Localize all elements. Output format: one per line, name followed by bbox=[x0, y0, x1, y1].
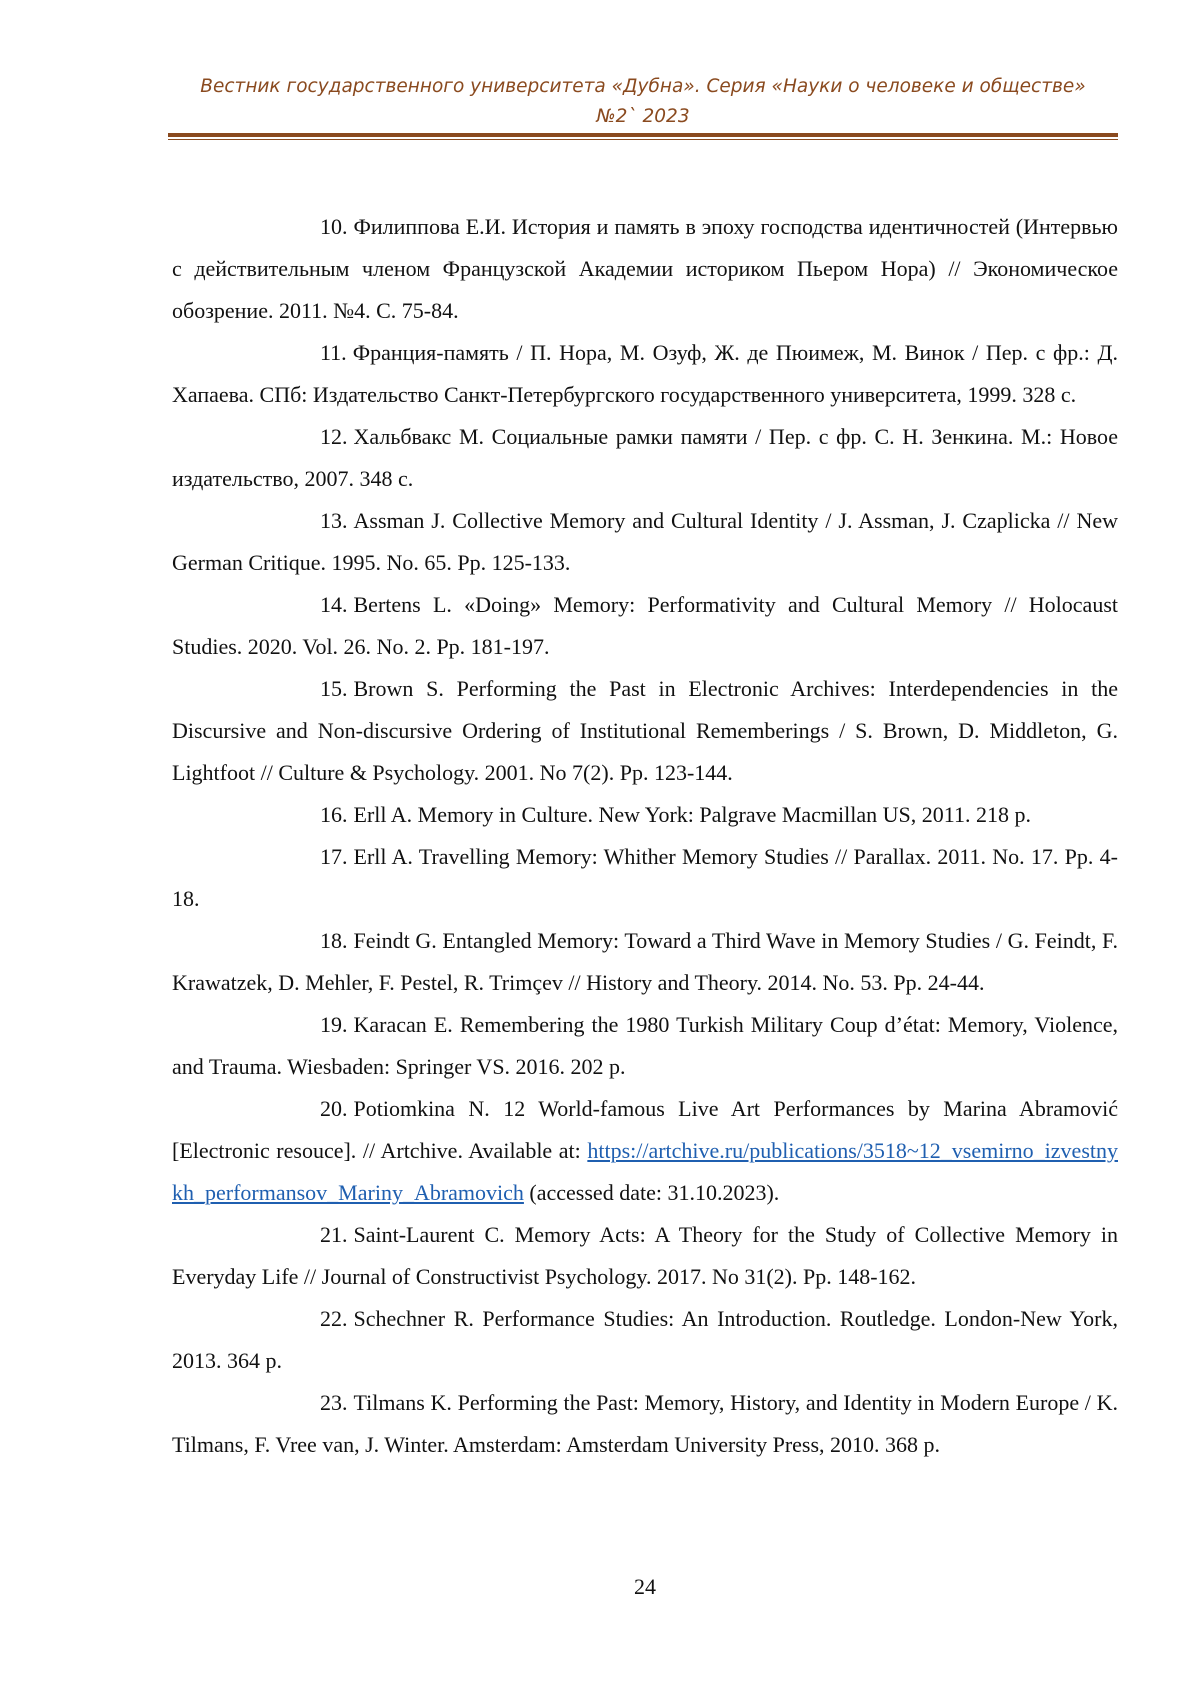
reference-text: Feindt G. Entangled Memory: Toward a Third Wave in Memory Studies / G. Feindt, F. Krawatzek, D. Mehler, F. Pestel, R. Trimçev // History and Theory. 2014. No. 53. Pp. 24-44. bbox=[172, 928, 1118, 995]
reference-item bbox=[172, 206, 1118, 332]
reference-number: 11. bbox=[320, 340, 347, 365]
reference-number: 20. bbox=[320, 1096, 348, 1121]
reference-item bbox=[172, 1214, 1118, 1298]
reference-item bbox=[172, 920, 1118, 1004]
reference-item bbox=[172, 416, 1118, 500]
reference-number: 14. bbox=[320, 592, 348, 617]
reference-item bbox=[172, 332, 1118, 416]
running-header bbox=[168, 72, 1118, 132]
reference-item bbox=[172, 836, 1118, 920]
journal-title: Вестник государственного университета «Дубна». Серия «Науки о человеке и обществе» bbox=[200, 76, 1086, 97]
reference-text: Saint-Laurent C. Memory Acts: A Theory for the Study of Collective Memory in Everyday Life // Journal of Constructivist Psychology. 2017. No 31(2). Pp. 148-162. bbox=[172, 1222, 1118, 1289]
reference-number: 16. bbox=[320, 802, 348, 827]
reference-number: 21. bbox=[320, 1222, 348, 1247]
reference-text: Assman J. Collective Memory and Cultural Identity / J. Assman, J. Czaplicka // New German Critique. 1995. No. 65. Pp. 125-133. bbox=[172, 508, 1118, 575]
reference-number: 18. bbox=[320, 928, 348, 953]
reference-item bbox=[172, 1298, 1118, 1382]
reference-item bbox=[172, 584, 1118, 668]
page-number: 24 bbox=[634, 1574, 656, 1599]
header-rule-thin bbox=[168, 139, 1118, 140]
reference-item bbox=[172, 794, 1118, 836]
reference-number: 10. bbox=[320, 214, 348, 239]
reference-text: Brown S. Performing the Past in Electronic Archives: Interdependencies in the Discursive and Non-discursive Ordering of Institutional Rememberings / S. Brown, D. Middleton, G. Lightfoot // Culture & Psychology. 2001. No 7(2). Pp. 123-144. bbox=[172, 676, 1118, 785]
reference-item bbox=[172, 1088, 1118, 1214]
reference-text: Франция-память / П. Нора, М. Озуф, Ж. де Пюимеж, М. Винок / Пер. с фр.: Д. Хапаева. СПб: Издательство Санкт-Петербургского государственного университета, 1999. 328 с. bbox=[172, 340, 1118, 407]
reference-number: 15. bbox=[320, 676, 348, 701]
reference-number: 13. bbox=[320, 508, 348, 533]
reference-access-date: (accessed date: 31.10.2023). bbox=[523, 1180, 780, 1205]
reference-number: 17. bbox=[320, 844, 348, 869]
reference-number: 12. bbox=[320, 424, 348, 449]
reference-number: 22. bbox=[320, 1306, 348, 1331]
reference-text: Tilmans K. Performing the Past: Memory, History, and Identity in Modern Europe / K. Tilmans, F. Vree van, J. Winter. Amsterdam: Amsterdam University Press, 2010. 368 p. bbox=[172, 1390, 1118, 1457]
reference-number: 19. bbox=[320, 1012, 348, 1037]
reference-item bbox=[172, 668, 1118, 794]
reference-text: Schechner R. Performance Studies: An Introduction. Routledge. London-New York, 2013. 364 p. bbox=[172, 1306, 1118, 1373]
reference-item bbox=[172, 500, 1118, 584]
reference-text: Филиппова Е.И. История и память в эпоху господства идентичностей (Интервью с действительным членом Французской Академии историком Пьером Нора) // Экономическое обозрение. 2011. №4. С. 75-84. bbox=[172, 214, 1118, 323]
reference-list bbox=[172, 206, 1118, 1466]
reference-text: Erll A. Memory in Culture. New York: Palgrave Macmillan US, 2011. 218 p. bbox=[353, 802, 1031, 827]
reference-text: Karacan E. Remembering the 1980 Turkish Military Coup d’état: Memory, Violence, and Trauma. Wiesbaden: Springer VS. 2016. 202 p. bbox=[172, 1012, 1118, 1079]
reference-text: Хальбвакс М. Социальные рамки памяти / Пер. с фр. С. Н. Зенкина. М.: Новое издательство, 2007. 348 с. bbox=[172, 424, 1118, 491]
reference-number: 23. bbox=[320, 1390, 348, 1415]
reference-text: Erll A. Travelling Memory: Whither Memory Studies // Parallax. 2011. No. 17. Pp. 4-18. bbox=[172, 844, 1118, 911]
reference-text: Potiomkina N. 12 World-famous Live Art Performances by Marina Abramović [Electronic resouce]. // Artchive. Available at: bbox=[172, 1096, 1118, 1163]
reference-item bbox=[172, 1382, 1118, 1466]
header-rule bbox=[168, 133, 1118, 137]
reference-link[interactable]: https://artchive.ru/publications/3518~12_vsemirno_izvestnykh_performansov_Mariny_Abramovich bbox=[172, 1138, 1118, 1205]
issue-number: №2` 2023 bbox=[596, 106, 690, 127]
reference-text: Bertens L. «Doing» Memory: Performativity and Cultural Memory // Holocaust Studies. 2020. Vol. 26. No. 2. Pp. 181-197. bbox=[172, 592, 1118, 659]
reference-item bbox=[172, 1004, 1118, 1088]
